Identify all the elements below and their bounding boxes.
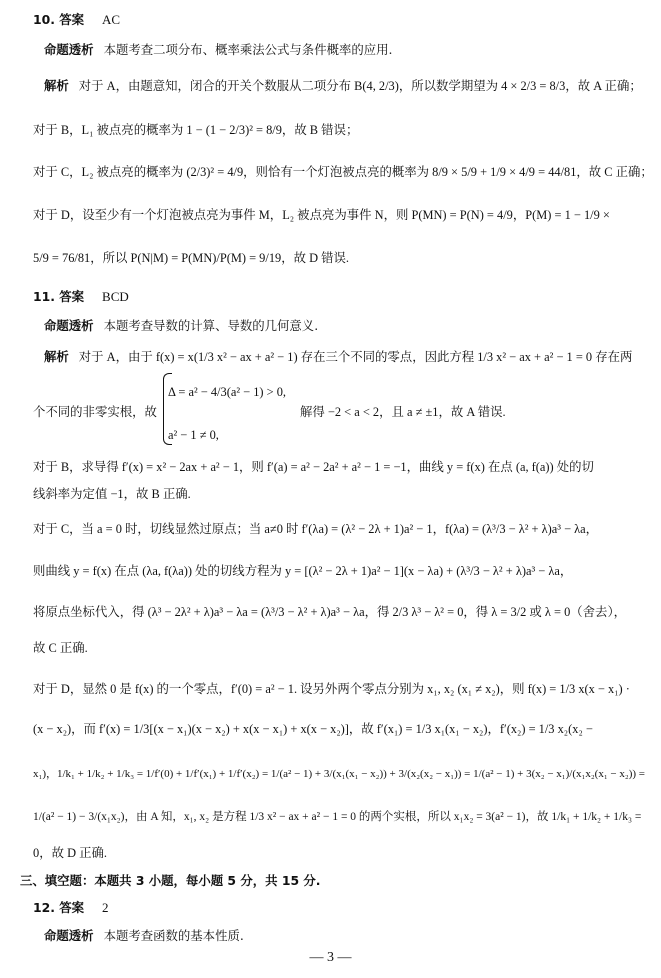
q11-analysis-a2: 个不同的非零实根，故: [33, 405, 157, 419]
q11-analysis-d2: (x − x₂)，而 f′(x) = 1/3[(x − x₁)(x − x₂) + x(x − x₁) + x(x − x₂)]，故 f′(x₁) = 1/3 x₁(x₁ − x₂)，f′(x₂) = 1/3 x₂(x₂ −: [33, 722, 593, 736]
q11-header: 11. 答案 BCD: [33, 289, 129, 304]
q11-analysis-c2: 则曲线 y = f(x) 在点 (λa, f(λa)) 处的切线方程为 y = [(λ² − 2λ + 1)a² − 1](x − λa) + (λ³/3 − λ² + λ)a³ − λa，: [33, 564, 573, 578]
q11-analysis-d3: x₁)，1/k₁ + 1/k₂ + 1/k₃ = 1/f′(0) + 1/f′(x₁) + 1/f′(x₂) = 1/(a² − 1) + 3/(x₁(x₁ − x₂)) + 3/(x₂(x₂ − x₁)) = 1/(a² − 1) + 3(x₂ − x₁)/(x₁x₂(x₁ − x₂)) =: [33, 768, 646, 780]
q10-analysis-c: 对于 C，L₂ 被点亮的概率为 (2/3)² = 4/9，则恰有一个灯泡被点亮的概率为 8/9 × 5/9 + 1/9 × 4/9 = 44/81，故 C 正确；: [33, 165, 653, 179]
q11-topic: 命题透析 本题考查导数的计算、导数的几何意义.: [44, 318, 319, 333]
q11-system-eq1: Δ = a² − 4/3(a² − 1) > 0,: [168, 385, 287, 399]
page-number: — 3 —: [309, 950, 352, 965]
q11-analysis-b2: 线斜率为定值 −1，故 B 正确.: [33, 487, 191, 501]
q11-analysis-a1: 解析 对于 A，由于 f(x) = x(1/3 x² − ax + a² − 1) 存在三个不同的零点，因此方程 1/3 x² − ax + a² − 1 = 0 存在两: [44, 349, 633, 364]
q11-analysis-b1: 对于 B，求导得 f′(x) = x² − 2ax + a² − 1，则 f′(a) = a² − 2a² + a² − 1 = −1，曲线 y = f(x) 在点 (a, f(a)) 处的切: [33, 460, 594, 474]
q11-system-eq2: a² − 1 ≠ 0,: [168, 428, 219, 442]
q11-analysis-d1: 对于 D，显然 0 是 f(x) 的一个零点，f′(0) = a² − 1. 设另外两个零点分别为 x₁, x₂ (x₁ ≠ x₂)，则 f(x) = 1/3 x(x − x₁) ·: [33, 682, 630, 696]
q10-analysis-d1: 对于 D，设至少有一个灯泡被点亮为事件 M，L₂ 被点亮为事件 N，则 P(MN) = P(N) = 4/9，P(M) = 1 − 1/9 ×: [33, 208, 610, 222]
q10-topic: 命题透析 本题考查二项分布、概率乘法公式与条件概率的应用.: [44, 42, 393, 57]
q11-analysis-d5: 0，故 D 正确.: [33, 846, 107, 860]
q12-header: 12. 答案 2: [33, 900, 109, 915]
section-heading: 三、填空题：本题共 3 小题，每小题 5 分，共 15 分.: [20, 873, 321, 888]
q11-analysis-c4: 故 C 正确.: [33, 641, 88, 655]
q10-analysis-b: 对于 B，L₁ 被点亮的概率为 1 − (1 − 2/3)² = 8/9，故 B 错误；: [33, 123, 359, 137]
q11-analysis-d4: 1/(a² − 1) − 3/(x₁x₂)，由 A 知，x₁, x₂ 是方程 1/3 x² − ax + a² − 1 = 0 的两个实根，所以 x₁x₂ = 3(a² − 1)，故 1/k₁ + 1/k₂ + 1/k₃ =: [33, 811, 642, 823]
q10-analysis-a: 解析 对于 A，由题意知，闭合的开关个数服从二项分布 B(4, 2/3)，所以数学期望为 4 × 2/3 = 8/3，故 A 正确；: [44, 78, 642, 93]
q11-analysis-c1: 对于 C，当 a = 0 时，切线显然过原点；当 a≠0 时 f′(λa) = (λ² − 2λ + 1)a² − 1，f(λa) = (λ³/3 − λ² + λ)a³ − λa，: [33, 522, 599, 536]
q12-topic: 命题透析 本题考查函数的基本性质.: [44, 928, 244, 943]
q10-header: 10. 答案 AC: [33, 12, 121, 27]
q11-analysis-a3: 解得 −2 < a < 2，且 a ≠ ±1，故 A 错误.: [300, 405, 506, 419]
q10-analysis-d2: 5/9 = 76/81，所以 P(N|M) = P(MN)/P(M) = 9/19，故 D 错误.: [33, 251, 350, 265]
q11-analysis-c3: 将原点坐标代入，得 (λ³ − 2λ² + λ)a³ − λa = (λ³/3 − λ² + λ)a³ − λa，得 2/3 λ³ − λ² = 0，得 λ = 3/2 或 λ = 0（舍去），: [33, 605, 627, 619]
